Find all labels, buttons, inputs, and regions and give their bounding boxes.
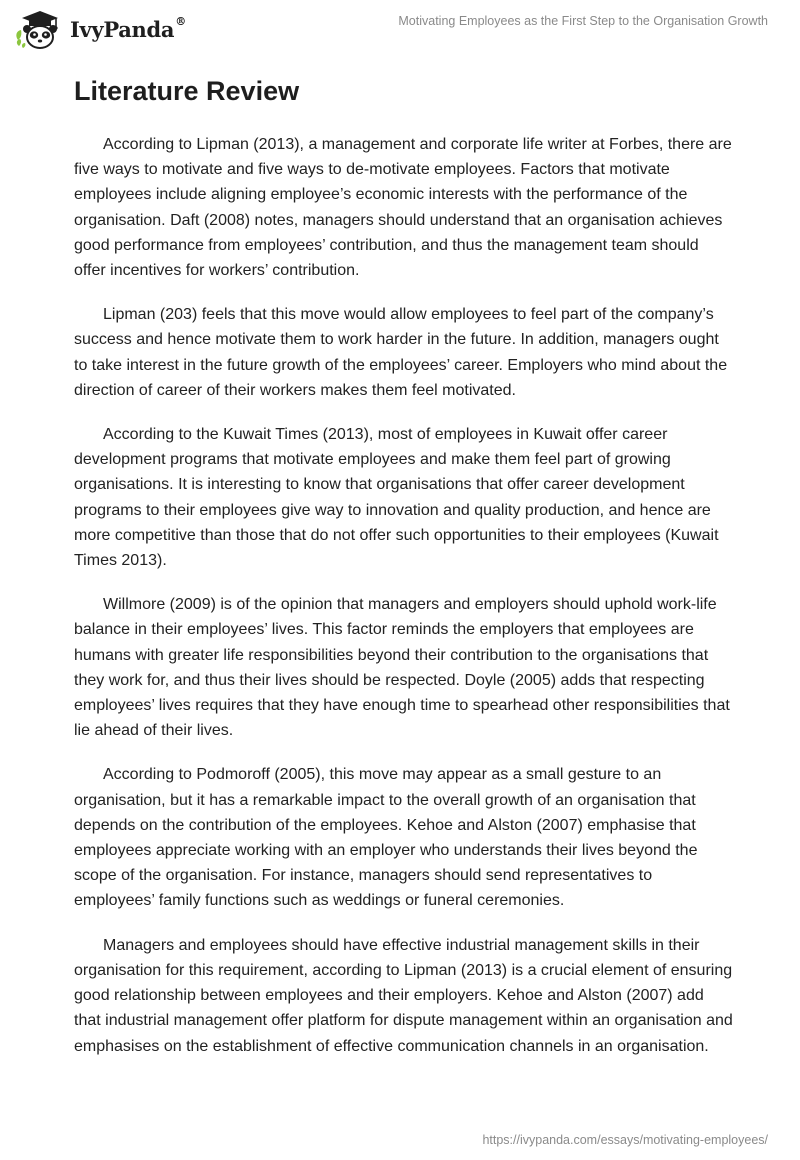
section-heading: Literature Review (74, 76, 300, 106)
paragraph: Willmore (2009) is of the opinion that managers and employers should uphold work-life balance in their employees’ lives. This factor reminds the employers that employees are humans with greater life responsibilities beyond their contribution to the organisations that they work for, and thus their lives should be respected. Doyle (2005) adds that respecting employees’ lives requires that they have enough time to spearhead other responsibilities that lie ahead of their lives. (74, 596, 730, 740)
registered-mark: ® (175, 14, 186, 28)
paragraph: According to Podmoroff (2005), this move may appear as a small gesture to an organisation, but it has a remarkable impact to the overall growth of an organisation that depends on the contribution of the employees. Kehoe and Alston (2007) emphasise that employees appreciate working with an employer who understands their lives beyond the scope of the organisation. For instance, managers should send representatives to employees’ family functions such as weddings or funeral ceremonies. (74, 766, 698, 910)
logo-text (70, 14, 186, 42)
source-url-link[interactable]: https://ivypanda.com/essays/motivating-employees/ (482, 1133, 768, 1147)
paragraph: Lipman (203) feels that this move would allow employees to feel part of the company’s success and hence motivate them to work harder in the future. In addition, managers ought to take interest in the future growth of the employees’ career. Employers who mind about the direction of career of their workers makes them feel motivated. (74, 306, 728, 399)
essay-body (74, 74, 734, 1078)
page-header (0, 0, 800, 60)
logo-name: IvyPanda (70, 16, 175, 42)
paragraph: According to Lipman (2013), a management and corporate life writer at Forbes, there are five ways to motivate and five ways to de-motivate employees. Factors that motivate employees include aligning employee’s economic interests with the performance of the organisation. Daft (2008) notes, managers should understand that an organisation achieves good performance from employees’ contribution, and thus the management team should offer incentives for workers’ contribution. (74, 136, 732, 280)
document-title: Motivating Employees as the First Step to the Organisation Growth (398, 14, 768, 28)
paragraph: According to the Kuwait Times (2013), most of employees in Kuwait offer career development programs that motivate employees and make them feel part of growing organisations. It is interesting to know that organisations that offer career development programs to their employees give way to innovation and quality production, and hence are more competitive than those that do not offer such opportunities to their employees (Kuwait Times 2013). (74, 426, 719, 570)
paragraph: Managers and employees should have effective industrial management skills in their organisation for this requirement, according to Lipman (2013) is a crucial element of ensuring good relationship between employees and their employers. Kehoe and Alston (2007) add that industrial management offer platform for dispute management within an organisation and emphasises on the establishment of effective communication channels in an organisation. (74, 936, 733, 1055)
ivypanda-logo[interactable] (14, 10, 186, 50)
panda-graduate-icon (14, 10, 62, 50)
